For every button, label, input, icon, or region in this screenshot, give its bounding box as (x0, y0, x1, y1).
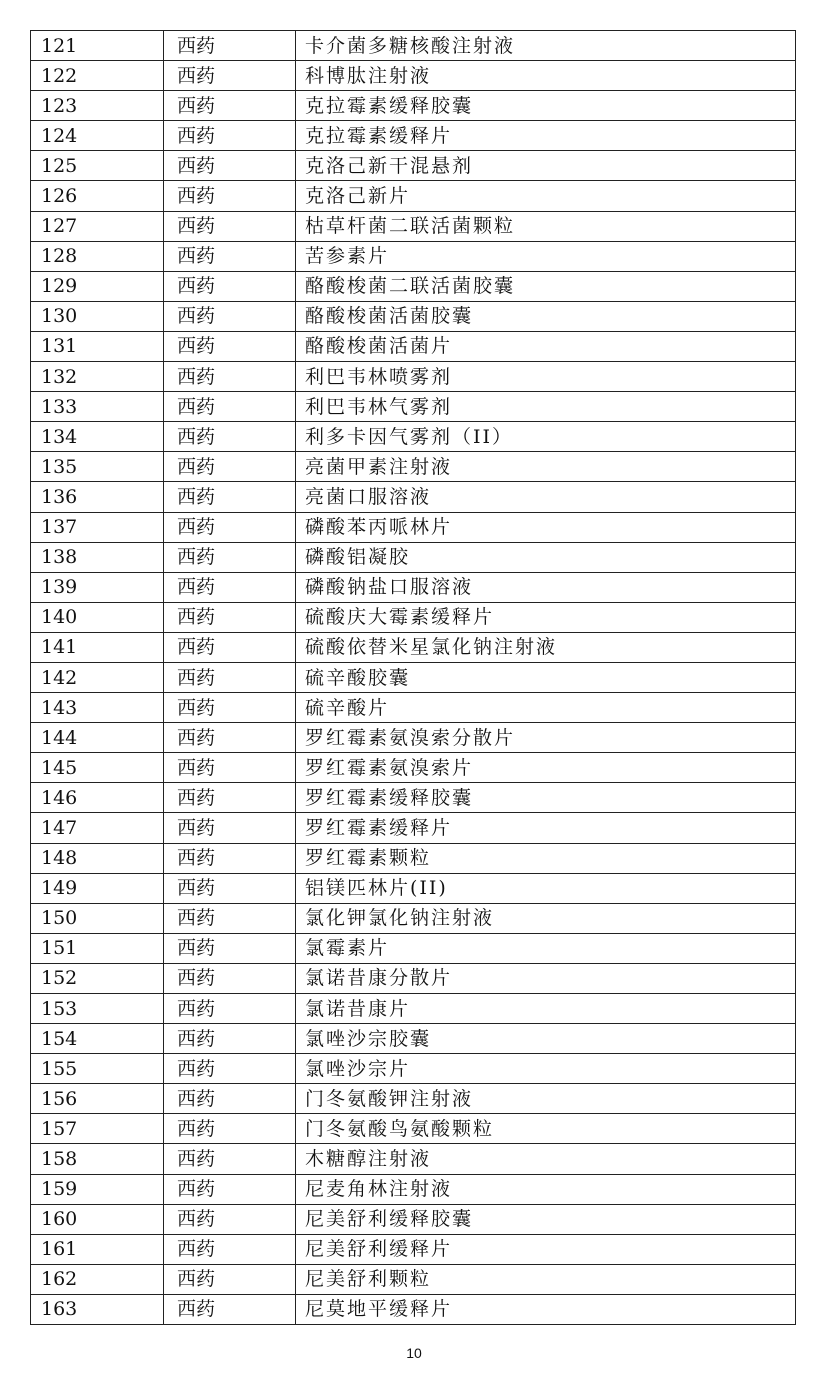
table-row (31, 331, 796, 361)
category-cell: 西药 (164, 482, 296, 512)
drug-name-cell: 氯唑沙宗胶囊 (296, 1024, 796, 1054)
drug-name-cell: 尼美舒利颗粒 (296, 1264, 796, 1294)
category-cell: 西药 (164, 933, 296, 963)
table-row (31, 271, 796, 301)
table-row (31, 783, 796, 813)
row-number-cell: 144 (31, 723, 164, 753)
category-cell: 西药 (164, 994, 296, 1024)
category-cell: 西药 (164, 91, 296, 121)
row-number-cell: 158 (31, 1144, 164, 1174)
category-cell: 西药 (164, 301, 296, 331)
category-cell: 西药 (164, 1174, 296, 1204)
category-cell: 西药 (164, 723, 296, 753)
row-number-cell: 137 (31, 512, 164, 542)
drug-name-cell: 硫辛酸片 (296, 693, 796, 723)
drug-name-cell: 克洛己新片 (296, 181, 796, 211)
category-cell: 西药 (164, 1024, 296, 1054)
table-row (31, 572, 796, 602)
row-number-cell: 131 (31, 331, 164, 361)
row-number-cell: 135 (31, 452, 164, 482)
table-row (31, 241, 796, 271)
category-cell: 西药 (164, 813, 296, 843)
table-row (31, 903, 796, 933)
table-row (31, 1144, 796, 1174)
category-cell: 西药 (164, 1054, 296, 1084)
drug-name-cell: 木糖醇注射液 (296, 1144, 796, 1174)
category-cell: 西药 (164, 1084, 296, 1114)
row-number-cell: 141 (31, 632, 164, 662)
row-number-cell: 143 (31, 693, 164, 723)
page-number: 10 (406, 1345, 422, 1361)
row-number-cell: 140 (31, 602, 164, 632)
table-row (31, 61, 796, 91)
drug-name-cell: 酪酸梭菌二联活菌胶囊 (296, 271, 796, 301)
table-row (31, 843, 796, 873)
drug-name-cell: 硫辛酸胶囊 (296, 662, 796, 692)
drug-name-cell: 门冬氨酸钾注射液 (296, 1084, 796, 1114)
drug-name-cell: 门冬氨酸鸟氨酸颗粒 (296, 1114, 796, 1144)
table-row (31, 1294, 796, 1324)
table-row (31, 1264, 796, 1294)
category-cell: 西药 (164, 783, 296, 813)
table-row (31, 482, 796, 512)
drug-name-cell: 铝镁匹林片(II) (296, 873, 796, 903)
row-number-cell: 153 (31, 994, 164, 1024)
table-row (31, 994, 796, 1024)
drug-name-cell: 氯霉素片 (296, 933, 796, 963)
row-number-cell: 146 (31, 783, 164, 813)
category-cell: 西药 (164, 1114, 296, 1144)
drug-name-cell: 氯唑沙宗片 (296, 1054, 796, 1084)
row-number-cell: 160 (31, 1204, 164, 1234)
table-row (31, 813, 796, 843)
drug-name-cell: 罗红霉素氨溴索分散片 (296, 723, 796, 753)
drug-name-cell: 尼麦角林注射液 (296, 1174, 796, 1204)
row-number-cell: 122 (31, 61, 164, 91)
drug-name-cell: 利巴韦林喷雾剂 (296, 362, 796, 392)
table-row (31, 211, 796, 241)
row-number-cell: 155 (31, 1054, 164, 1084)
row-number-cell: 127 (31, 211, 164, 241)
row-number-cell: 149 (31, 873, 164, 903)
table-row (31, 723, 796, 753)
drug-name-cell: 亮菌口服溶液 (296, 482, 796, 512)
table-row (31, 181, 796, 211)
table-row (31, 392, 796, 422)
table-row (31, 753, 796, 783)
row-number-cell: 138 (31, 542, 164, 572)
drug-name-cell: 磷酸苯丙哌林片 (296, 512, 796, 542)
drug-name-cell: 磷酸钠盐口服溶液 (296, 572, 796, 602)
row-number-cell: 129 (31, 271, 164, 301)
category-cell: 西药 (164, 1144, 296, 1174)
drug-name-cell: 氯诺昔康分散片 (296, 963, 796, 993)
category-cell: 西药 (164, 181, 296, 211)
row-number-cell: 147 (31, 813, 164, 843)
category-cell: 西药 (164, 1234, 296, 1264)
table-row (31, 1084, 796, 1114)
row-number-cell: 163 (31, 1294, 164, 1324)
category-cell: 西药 (164, 963, 296, 993)
row-number-cell: 159 (31, 1174, 164, 1204)
drug-name-cell: 酪酸梭菌活菌片 (296, 331, 796, 361)
drug-name-cell: 苦参素片 (296, 241, 796, 271)
row-number-cell: 151 (31, 933, 164, 963)
row-number-cell: 128 (31, 241, 164, 271)
drug-name-cell: 氯诺昔康片 (296, 994, 796, 1024)
category-cell: 西药 (164, 422, 296, 452)
row-number-cell: 130 (31, 301, 164, 331)
row-number-cell: 136 (31, 482, 164, 512)
category-cell: 西药 (164, 632, 296, 662)
table-row (31, 1204, 796, 1234)
table-row (31, 873, 796, 903)
drug-name-cell: 尼美舒利缓释片 (296, 1234, 796, 1264)
category-cell: 西药 (164, 151, 296, 181)
drug-name-cell: 利多卡因气雾剂（II） (296, 422, 796, 452)
category-cell: 西药 (164, 31, 296, 61)
drug-name-cell: 枯草杆菌二联活菌颗粒 (296, 211, 796, 241)
drug-name-cell: 罗红霉素缓释片 (296, 813, 796, 843)
drug-name-cell: 克洛己新干混悬剂 (296, 151, 796, 181)
row-number-cell: 157 (31, 1114, 164, 1144)
category-cell: 西药 (164, 241, 296, 271)
category-cell: 西药 (164, 843, 296, 873)
table-row (31, 362, 796, 392)
table-row (31, 512, 796, 542)
table-row (31, 662, 796, 692)
drug-name-cell: 利巴韦林气雾剂 (296, 392, 796, 422)
table-row (31, 542, 796, 572)
drug-name-cell: 罗红霉素氨溴索片 (296, 753, 796, 783)
category-cell: 西药 (164, 693, 296, 723)
category-cell: 西药 (164, 903, 296, 933)
drug-name-cell: 克拉霉素缓释胶囊 (296, 91, 796, 121)
table-row (31, 963, 796, 993)
table-row (31, 1114, 796, 1144)
row-number-cell: 123 (31, 91, 164, 121)
row-number-cell: 139 (31, 572, 164, 602)
category-cell: 西药 (164, 331, 296, 361)
category-cell: 西药 (164, 753, 296, 783)
row-number-cell: 162 (31, 1264, 164, 1294)
category-cell: 西药 (164, 362, 296, 392)
drug-name-cell: 罗红霉素颗粒 (296, 843, 796, 873)
category-cell: 西药 (164, 662, 296, 692)
drug-name-cell: 尼美舒利缓释胶囊 (296, 1204, 796, 1234)
row-number-cell: 124 (31, 121, 164, 151)
row-number-cell: 126 (31, 181, 164, 211)
table-row (31, 933, 796, 963)
drug-name-cell: 罗红霉素缓释胶囊 (296, 783, 796, 813)
table-row (31, 693, 796, 723)
table-body (31, 31, 796, 1325)
drug-name-cell: 卡介菌多糖核酸注射液 (296, 31, 796, 61)
category-cell: 西药 (164, 392, 296, 422)
drug-list-table (30, 30, 796, 1325)
table-row (31, 151, 796, 181)
category-cell: 西药 (164, 61, 296, 91)
row-number-cell: 133 (31, 392, 164, 422)
table-row (31, 1234, 796, 1264)
drug-name-cell: 酪酸梭菌活菌胶囊 (296, 301, 796, 331)
drug-name-cell: 硫酸庆大霉素缓释片 (296, 602, 796, 632)
drug-name-cell: 氯化钾氯化钠注射液 (296, 903, 796, 933)
table-row (31, 422, 796, 452)
row-number-cell: 150 (31, 903, 164, 933)
row-number-cell: 134 (31, 422, 164, 452)
category-cell: 西药 (164, 121, 296, 151)
drug-name-cell: 尼莫地平缓释片 (296, 1294, 796, 1324)
category-cell: 西药 (164, 211, 296, 241)
row-number-cell: 145 (31, 753, 164, 783)
table-row (31, 1054, 796, 1084)
category-cell: 西药 (164, 1264, 296, 1294)
drug-name-cell: 克拉霉素缓释片 (296, 121, 796, 151)
table-row (31, 452, 796, 482)
category-cell: 西药 (164, 572, 296, 602)
table-row (31, 1024, 796, 1054)
category-cell: 西药 (164, 1294, 296, 1324)
category-cell: 西药 (164, 1204, 296, 1234)
row-number-cell: 148 (31, 843, 164, 873)
table-row (31, 31, 796, 61)
drug-name-cell: 硫酸依替米星氯化钠注射液 (296, 632, 796, 662)
table-row (31, 1174, 796, 1204)
row-number-cell: 152 (31, 963, 164, 993)
row-number-cell: 125 (31, 151, 164, 181)
table-row (31, 91, 796, 121)
drug-name-cell: 科博肽注射液 (296, 61, 796, 91)
row-number-cell: 154 (31, 1024, 164, 1054)
row-number-cell: 156 (31, 1084, 164, 1114)
category-cell: 西药 (164, 873, 296, 903)
table-row (31, 602, 796, 632)
row-number-cell: 161 (31, 1234, 164, 1264)
table-row (31, 301, 796, 331)
row-number-cell: 132 (31, 362, 164, 392)
category-cell: 西药 (164, 542, 296, 572)
category-cell: 西药 (164, 512, 296, 542)
category-cell: 西药 (164, 452, 296, 482)
table-row (31, 632, 796, 662)
row-number-cell: 121 (31, 31, 164, 61)
category-cell: 西药 (164, 602, 296, 632)
category-cell: 西药 (164, 271, 296, 301)
drug-name-cell: 亮菌甲素注射液 (296, 452, 796, 482)
table-row (31, 121, 796, 151)
drug-name-cell: 磷酸铝凝胶 (296, 542, 796, 572)
row-number-cell: 142 (31, 662, 164, 692)
